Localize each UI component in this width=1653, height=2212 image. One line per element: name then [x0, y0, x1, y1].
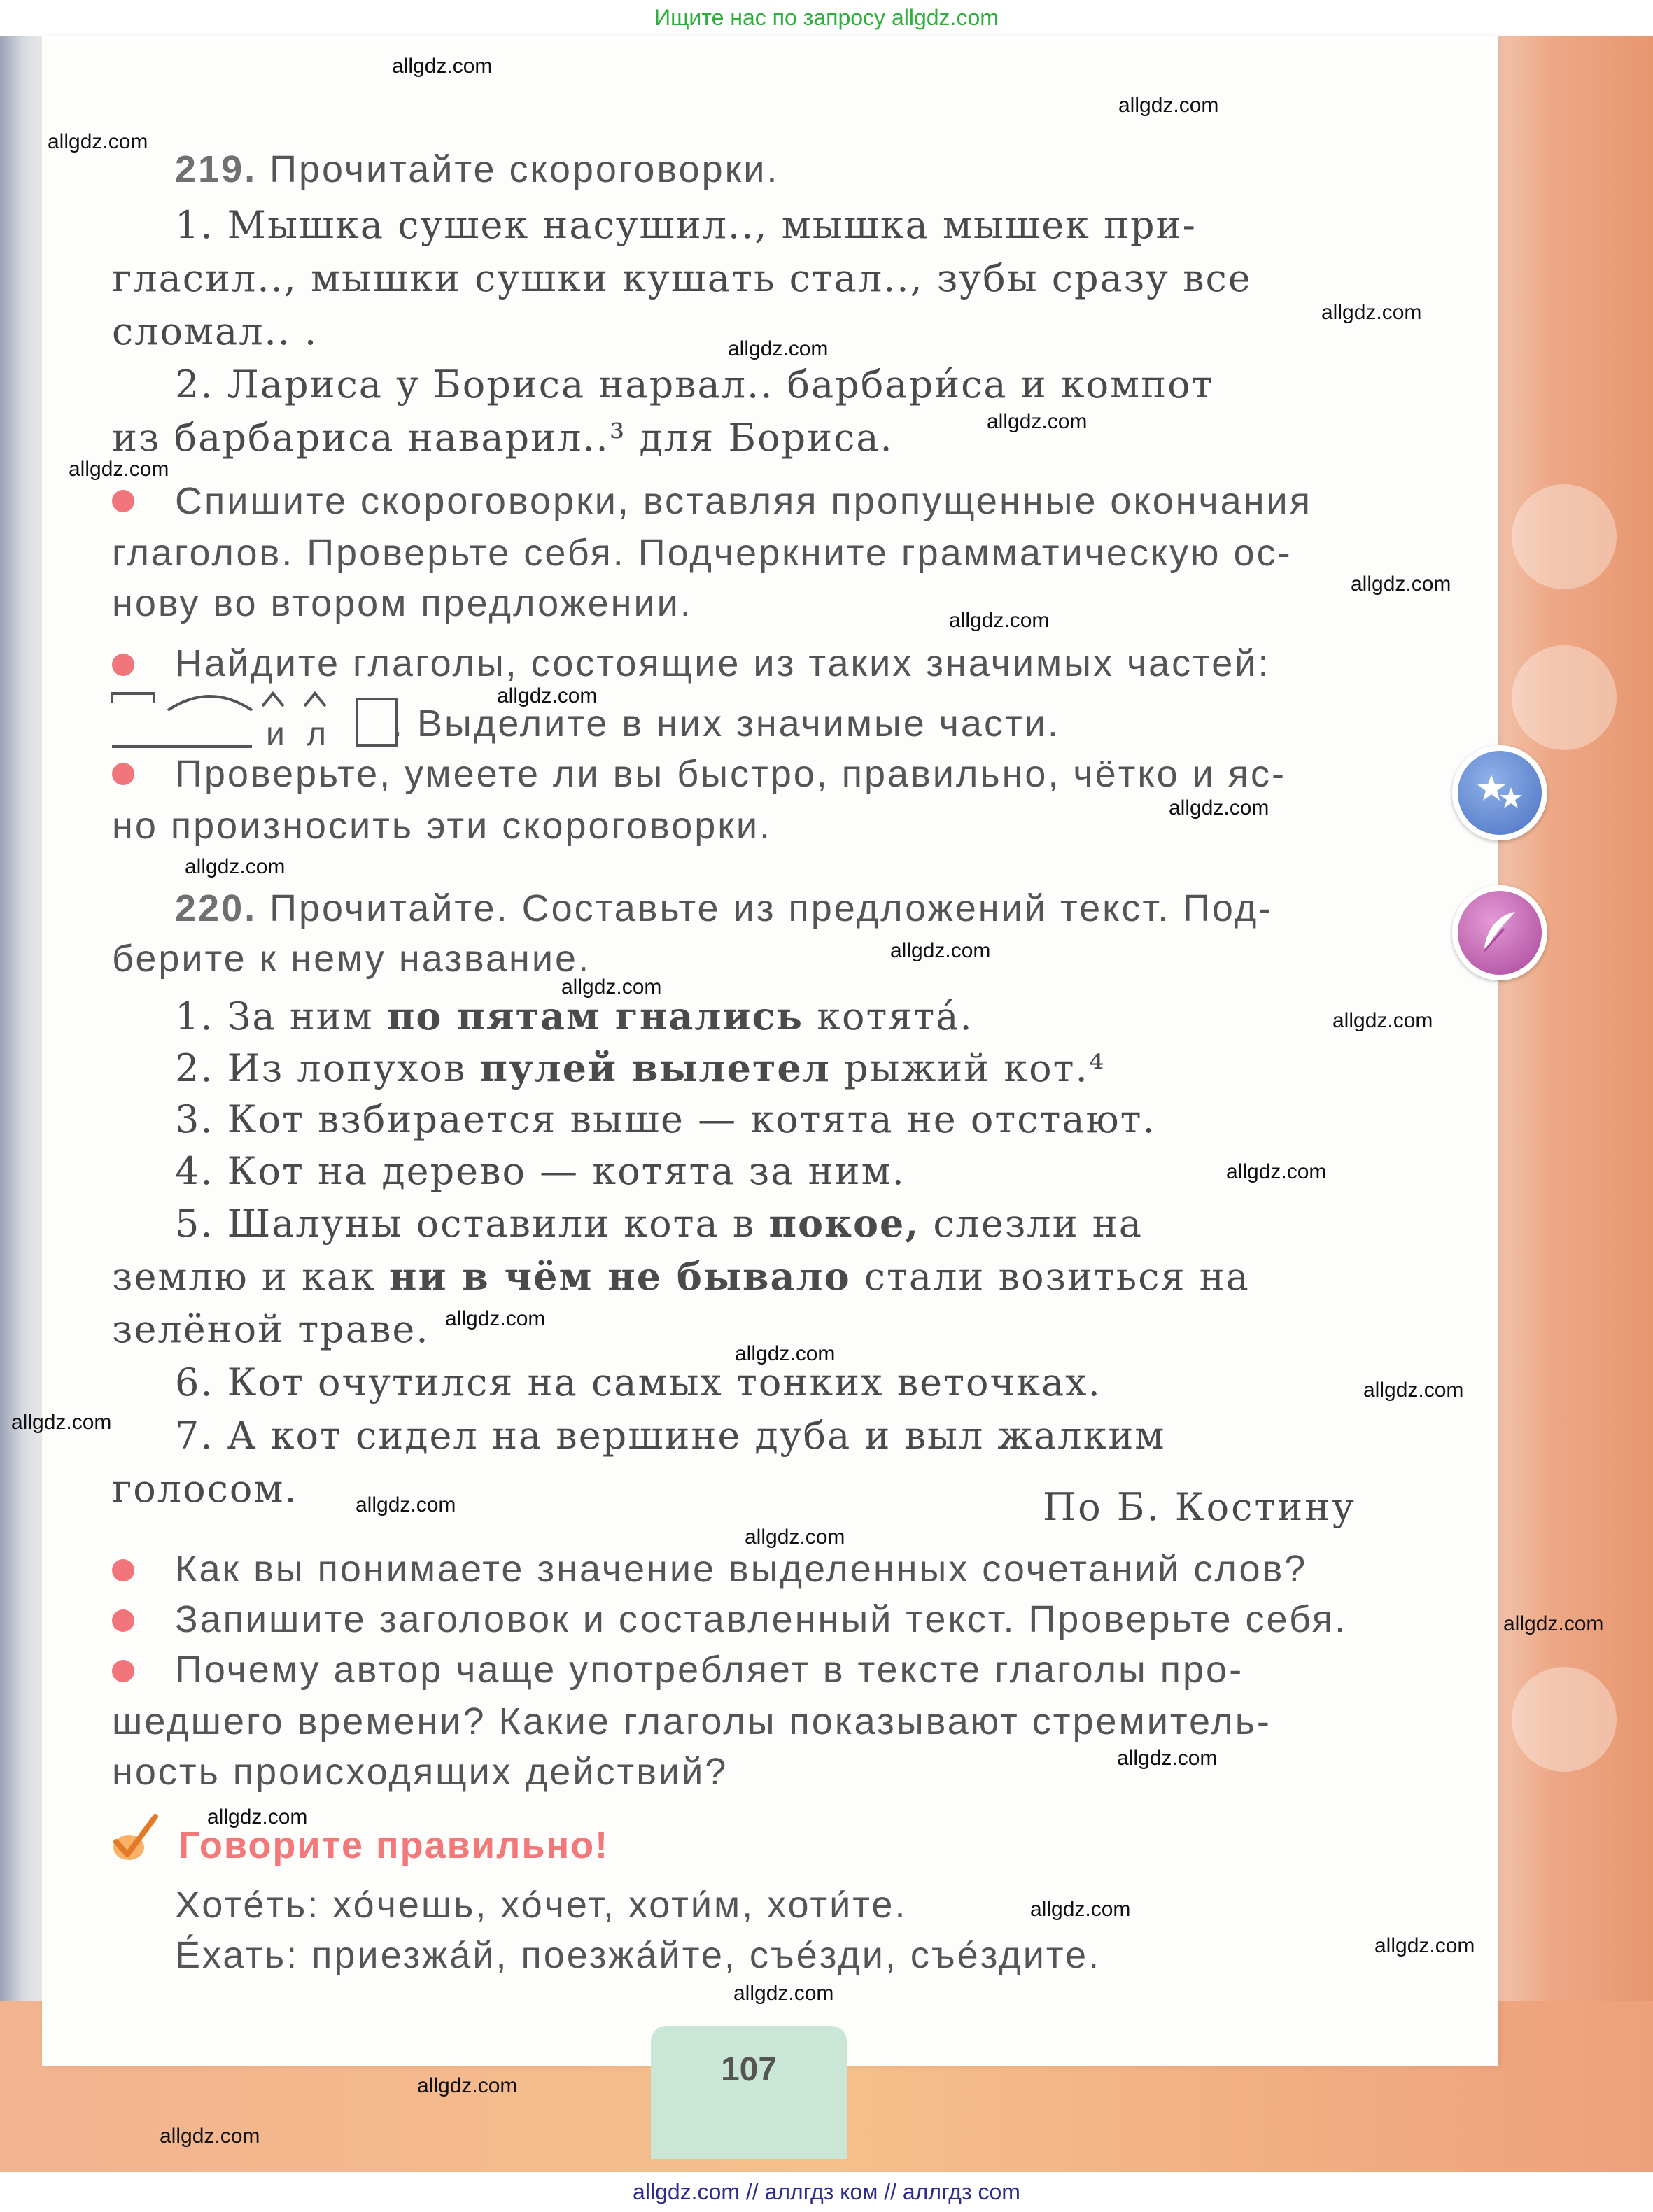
feather-icon	[1472, 905, 1528, 961]
watermark: allgdz.com	[1363, 1379, 1464, 1402]
watermark: allgdz.com	[987, 410, 1088, 433]
text: землю и как	[112, 1255, 389, 1299]
ex219-task2-line-1: Найдите глаголы, состоящие из таких значимых частей:	[175, 642, 1271, 684]
ex220-title: Прочитайте. Составьте из предложений текст. Под-	[269, 887, 1274, 929]
ex220-sentence-7: 7. А кот сидел на вершине дуба и выл жалким	[175, 1414, 1166, 1458]
ex220-sentence-5-cont	[112, 1251, 1393, 1302]
highlighted-phrase: ни в чём не бывало	[388, 1254, 851, 1299]
watermark: allgdz.com	[561, 975, 662, 999]
watermark: allgdz.com	[1351, 572, 1451, 596]
watermark: allgdz.com	[745, 1526, 845, 1549]
watermark: allgdz.com	[445, 1307, 546, 1330]
word-structure-schema	[105, 689, 413, 752]
ex220-title-2: берите к нему название.	[112, 938, 591, 980]
stars-icon	[1472, 765, 1528, 821]
watermark: allgdz.com	[185, 855, 286, 878]
watermark: allgdz.com	[1226, 1160, 1327, 1183]
ex220-sentence-3: 3. Кот взбирается выше — котята не отстают.	[175, 1097, 1156, 1141]
text: 5. Шалуны оставили кота в	[175, 1202, 769, 1246]
bottom-banner: allgdz.com // аллгдз ком // аллгдз com	[0, 2172, 1653, 2212]
schema-suffix-l: л	[307, 716, 327, 752]
ex220-sentence-2	[175, 1043, 1456, 1094]
highlighted-phrase: по пятам гнались	[386, 994, 804, 1038]
text: 2. Из лопухов	[175, 1046, 480, 1090]
watermark: allgdz.com	[1321, 301, 1422, 324]
ex219-task3-line-2: но произносить эти скороговорки.	[112, 805, 773, 847]
speak-line-2: Е́хать: приезжа́й, поезжа́йте, съе́зди, съе́здите.	[175, 1934, 1102, 1976]
ex219-number: 219.	[175, 148, 258, 190]
ex220-sentence-5-end: зелёной траве.	[112, 1307, 430, 1351]
top-banner: Ищите нас по запросу allgdz.com	[0, 0, 1653, 36]
ex220-sentence-5	[175, 1198, 1456, 1249]
ex220-sentence-1	[175, 991, 1456, 1042]
text: 1. За ним	[175, 994, 387, 1038]
page-number-tab	[651, 2026, 847, 2159]
ex219-task2-line-2: . Выделите в них значимые части.	[392, 703, 1060, 745]
task-bullet	[112, 654, 134, 676]
edge-tab	[1512, 645, 1617, 750]
ex220-number: 220.	[175, 887, 258, 929]
ex220-question-3-line-2: шедшего времени? Какие глаголы показывают стремитель-	[112, 1700, 1272, 1742]
watermark: allgdz.com	[1118, 94, 1219, 117]
watermark: allgdz.com	[733, 1982, 834, 2005]
speak-correctly-title: Говорите правильно!	[178, 1824, 610, 1866]
watermark: allgdz.com	[207, 1805, 308, 1829]
ex219-task3-line-1: Проверьте, умеете ли вы быстро, правильно, чётко и яс-	[175, 753, 1286, 795]
ex220-question-3-line-3: ность происходящих действий?	[112, 1751, 729, 1793]
watermark: allgdz.com	[728, 337, 829, 360]
feather-badge	[1452, 885, 1547, 980]
ex219-line-4: 2. Лариса у Бориса нарвал.. барбари́са и компот	[175, 362, 1214, 407]
ex220-sentence-7-end: голосом.	[112, 1467, 298, 1511]
ex219-line-1: 1. Мышка сушек насушил.., мышка мышек при-	[175, 203, 1197, 247]
watermark: allgdz.com	[949, 609, 1050, 632]
edge-tab	[1512, 484, 1617, 589]
watermark: allgdz.com	[48, 130, 148, 153]
ex219-title: Прочитайте скороговорки.	[269, 148, 780, 190]
watermark: allgdz.com	[1169, 796, 1269, 819]
schema-suffix-i: и	[266, 716, 285, 752]
ex220-heading	[175, 883, 1456, 934]
ex219-heading	[175, 144, 1456, 195]
ex219-line-2: гласил.., мышки сушки кушать стал.., зубы сразу все	[112, 256, 1252, 300]
ex219-task1-line-3: нову во втором предложении.	[112, 582, 693, 624]
ex220-sentence-4: 4. Кот на дерево — котята за ним.	[175, 1149, 906, 1193]
ex220-question-1: Как вы понимаете значение выделенных сочетаний слов?	[175, 1548, 1308, 1590]
watermark: allgdz.com	[392, 55, 493, 78]
watermark: allgdz.com	[69, 458, 169, 481]
ex219-task1-line-2: глаголов. Проверьте себя. Подчеркните грамматическую ос-	[112, 532, 1293, 574]
ex220-question-2: Запишите заголовок и составленный текст. Проверьте себя.	[175, 1598, 1347, 1640]
watermark: allgdz.com	[1332, 1009, 1433, 1032]
checkmark-icon	[105, 1811, 161, 1867]
page-number: 107	[720, 2051, 778, 2088]
speak-line-1: Хоте́ть: хо́чешь, хо́чет, хоти́м, хоти́те.	[175, 1884, 908, 1926]
watermark: allgdz.com	[735, 1342, 836, 1365]
watermark: allgdz.com	[417, 2074, 518, 2097]
watermark: allgdz.com	[1030, 1898, 1131, 1921]
ex219-line-3: сломал.. .	[112, 309, 318, 353]
watermark: allgdz.com	[497, 684, 598, 707]
task-bullet	[112, 1559, 134, 1581]
text: рыжий кот.⁴	[830, 1046, 1106, 1090]
ex219-task1-line-1: Спишите скороговорки, вставляя пропущенные окончания	[175, 480, 1312, 522]
watermark: allgdz.com	[890, 939, 991, 962]
watermark: allgdz.com	[1117, 1747, 1218, 1770]
highlighted-phrase: пулей вылетел	[479, 1045, 831, 1090]
text: стали возиться на	[850, 1255, 1250, 1299]
task-bullet	[112, 1609, 134, 1632]
text: слезли на	[920, 1202, 1143, 1246]
edge-tab	[1512, 1667, 1617, 1772]
task-bullet	[112, 490, 134, 512]
watermark: allgdz.com	[11, 1411, 112, 1434]
ex220-question-3-line-1: Почему автор чаще употребляет в тексте глаголы про-	[175, 1649, 1244, 1691]
watermark: allgdz.com	[160, 2125, 260, 2148]
next-page-edge	[1484, 36, 1653, 2172]
watermark: allgdz.com	[1374, 1934, 1475, 1957]
highlighted-phrase: покое,	[768, 1201, 920, 1246]
watermark: allgdz.com	[1503, 1612, 1604, 1635]
text: котятá.	[803, 994, 973, 1038]
text-author: По Б. Костину	[1043, 1485, 1356, 1529]
ex220-sentence-6: 6. Кот очутился на самых тонких веточках.	[175, 1360, 1102, 1404]
ex219-line-5: из барбариса наварил..³ для Бориса.	[112, 416, 894, 460]
task-bullet	[112, 763, 134, 785]
task-bullet	[112, 1660, 134, 1682]
watermark: allgdz.com	[356, 1493, 456, 1516]
stars-badge	[1452, 745, 1547, 840]
